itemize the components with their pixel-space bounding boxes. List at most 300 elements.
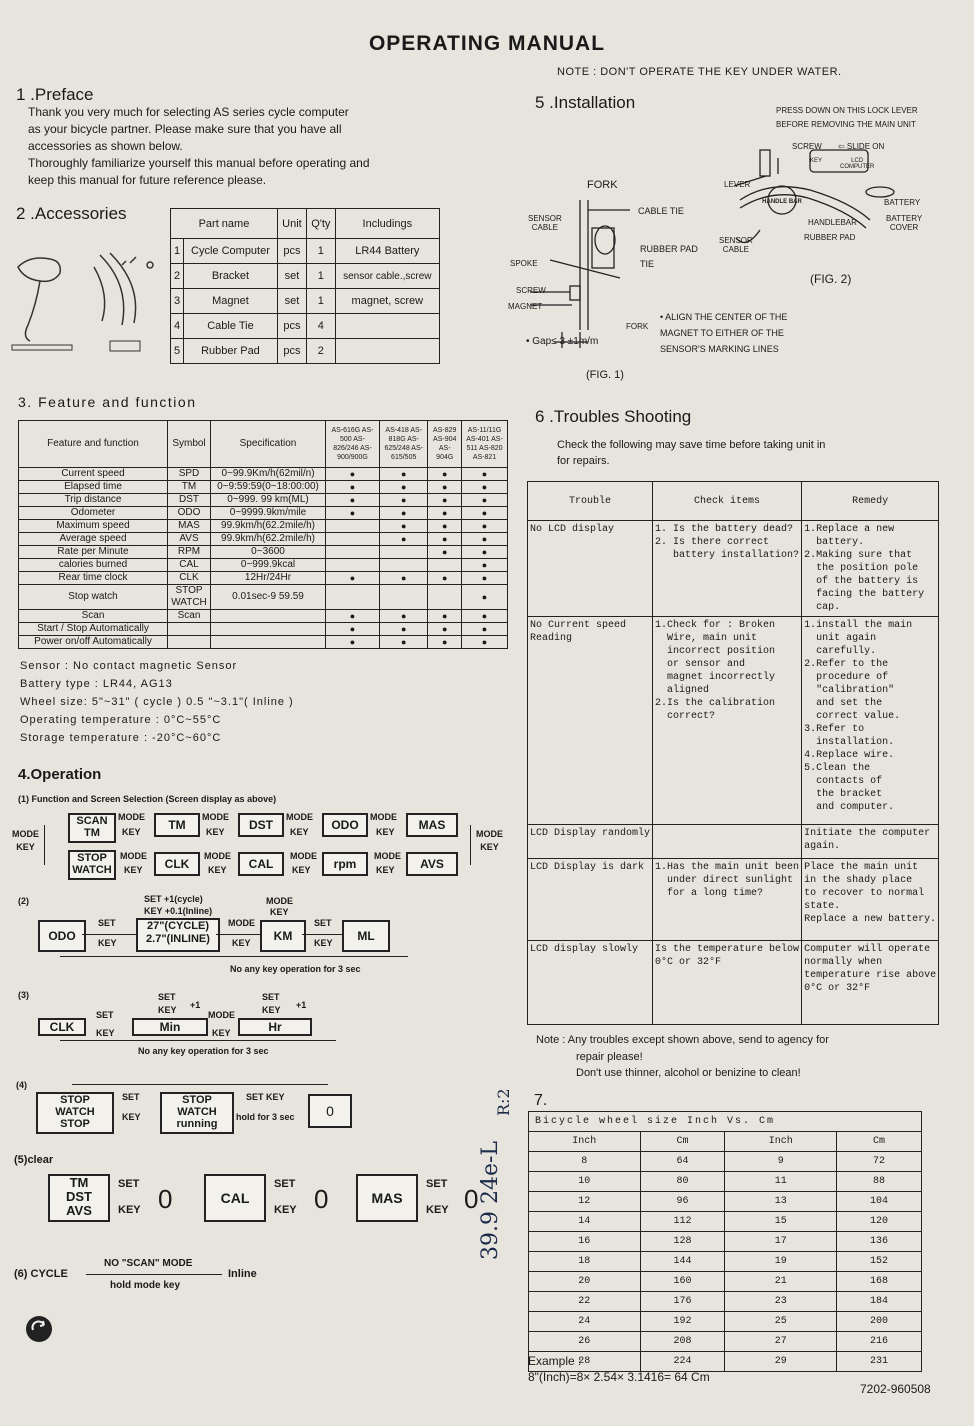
- wheel-cm: 200: [837, 1312, 922, 1332]
- mode-label: MODE: [374, 851, 401, 861]
- wheel-inch: 25: [725, 1312, 837, 1332]
- wheel-row: [529, 1272, 922, 1292]
- flow-box-min: Min: [132, 1018, 208, 1036]
- flow2-arrow: [216, 934, 260, 935]
- wheel-inch: 21: [725, 1272, 837, 1292]
- trb-check: 1. Is the battery dead? 2. Is there correct battery installation?: [653, 521, 802, 617]
- acc-inc: sensor cable.,screw: [335, 264, 439, 289]
- preface-heading: 1 .Preface: [16, 85, 94, 104]
- feature-spec: [211, 610, 326, 623]
- plus1-label: +1: [296, 1000, 307, 1010]
- feature-row: [19, 623, 508, 636]
- feature-symbol: MAS: [168, 520, 211, 533]
- clear-box-3: MAS: [356, 1174, 418, 1222]
- fig2-caption: (FIG. 2): [810, 272, 852, 286]
- feature-name: Elapsed time: [19, 481, 168, 494]
- acc-header-qty: Q'ty: [306, 209, 335, 239]
- mode-label: MODE: [286, 812, 313, 822]
- feature-dot: ●: [428, 481, 462, 494]
- troubles-heading: 6 .Troubles Shooting: [535, 407, 692, 426]
- wheel-inch: 14: [529, 1212, 641, 1232]
- trb-trouble: No Current speed Reading: [528, 617, 653, 825]
- feature-symbol: DST: [168, 494, 211, 507]
- wheel-inch: 15: [725, 1212, 837, 1232]
- acc-n: 2: [171, 264, 184, 289]
- page-title: OPERATING MANUAL: [368, 32, 606, 55]
- feature-dot: ●: [379, 481, 428, 494]
- feature-dot: ●: [462, 507, 508, 520]
- feature-dot: ●: [379, 636, 428, 649]
- feature-name: Maximum speed: [19, 520, 168, 533]
- feature-name: Rear time clock: [19, 572, 168, 585]
- wheel-cm: 168: [837, 1272, 922, 1292]
- trb-remedy: Initiate the computer again.: [802, 825, 939, 859]
- clear-zero: 0: [314, 1184, 329, 1214]
- wheel-row: [529, 1172, 922, 1192]
- wheel-cm: 96: [640, 1192, 725, 1212]
- no-key-3sec-b: No any key operation for 3 sec: [138, 1046, 269, 1056]
- trb-trouble: LCD Display is dark: [528, 859, 653, 941]
- wheel-inch: 24: [529, 1312, 641, 1332]
- feat-header-model: AS-11/11G AS-401 AS-511 AS-820 AS-821: [462, 421, 508, 468]
- flow-box-stopwatch: STOP WATCH: [68, 850, 116, 880]
- feature-dot: ●: [428, 636, 462, 649]
- wheel-cm: 128: [640, 1232, 725, 1252]
- flow1-left-line: [44, 825, 45, 865]
- clear-box-2: CAL: [204, 1174, 266, 1222]
- wheel-row: [529, 1352, 922, 1372]
- trb-trouble: LCD Display randomly: [528, 825, 653, 859]
- acc-unit: set: [277, 264, 306, 289]
- trb-remedy: Place the main unit in the shady place to recover to normal state. Replace a new battery.: [802, 859, 939, 941]
- fig1-fork2: FORK: [626, 322, 649, 331]
- feature-dot: ●: [428, 494, 462, 507]
- trb-remedy: 1.Replace a new battery. 2.Making sure that the position pole of the battery is facing the battery cap.: [802, 521, 939, 617]
- feature-row: [19, 559, 508, 572]
- key-label: KEY: [98, 938, 117, 948]
- acc-n: 5: [171, 339, 184, 364]
- wheel-row: [529, 1252, 922, 1272]
- flow-box-zero: 0: [308, 1094, 352, 1128]
- handwriting-note: 39.9 24e-L: [478, 1140, 503, 1260]
- fig1-rubber-pad: RUBBER PAD: [640, 244, 698, 254]
- key-label: KEY: [208, 865, 227, 875]
- flow1-right-line: [470, 825, 471, 865]
- key-label: KEY: [292, 865, 311, 875]
- trb-remedy: Computer will operate normally when temperature rise above 0°C or 32°F: [802, 941, 939, 1025]
- feature-row: [19, 636, 508, 649]
- flow2-return: [60, 956, 408, 957]
- flow-box-hr: Hr: [238, 1018, 312, 1036]
- feature-spec: 99.9km/h(62.2mile/h): [211, 533, 326, 546]
- feature-dot: ●: [379, 520, 428, 533]
- wheel-inch: 9: [725, 1152, 837, 1172]
- wheel-table: [528, 1111, 922, 1372]
- fig1-sensor-cable: SENSOR CABLE: [528, 214, 562, 232]
- fig1-align: • ALIGN THE CENTER OF THE MAGNET TO EITHER OF THE SENSOR'S MARKING LINES: [660, 312, 788, 354]
- trb-check: Is the temperature below 0°C or 32°F: [653, 941, 802, 1025]
- feature-row: [19, 533, 508, 546]
- feature-dot: [326, 546, 380, 559]
- troubles-table: [527, 481, 939, 1025]
- acc-unit: pcs: [277, 339, 306, 364]
- feature-symbol: CAL: [168, 559, 211, 572]
- mode-label: MODE: [266, 896, 293, 906]
- feature-dot: [428, 585, 462, 610]
- mode-label: MODE: [204, 851, 231, 861]
- feat-header-feature: Feature and function: [19, 421, 168, 468]
- feature-dot: ●: [462, 533, 508, 546]
- wheel-inch: 28: [529, 1352, 641, 1372]
- wheel-inch: 23: [725, 1292, 837, 1312]
- feat-header-model: AS-616G AS-500 AS-826/246 AS-900/900G: [326, 421, 380, 468]
- spec-line: Operating temperature : 0°C~55°C: [20, 714, 222, 726]
- wheel-cm: 80: [640, 1172, 725, 1192]
- feature-dot: [326, 533, 380, 546]
- feature-symbol: STOP WATCH: [168, 585, 211, 610]
- feature-dot: ●: [326, 636, 380, 649]
- mode-label: MODE: [208, 1010, 235, 1020]
- wheel-cm: 88: [837, 1172, 922, 1192]
- set-label: SET: [262, 992, 280, 1002]
- feature-row: [19, 468, 508, 481]
- acc-qty: 4: [306, 314, 335, 339]
- feature-dot: ●: [379, 533, 428, 546]
- preface-text: [28, 104, 468, 189]
- wheel-inch: 29: [725, 1352, 837, 1372]
- feature-dot: ●: [379, 623, 428, 636]
- wheel-inch: 11: [725, 1172, 837, 1192]
- feature-row: [19, 585, 508, 610]
- trb-header-trouble: Trouble: [528, 482, 653, 521]
- key-label: KEY: [274, 1204, 297, 1216]
- feature-spec: 0.01sec-9 59.59: [211, 585, 326, 610]
- wheel-row: [529, 1312, 922, 1332]
- flow-box-dst: DST: [238, 813, 284, 837]
- clear-box-1: TM DST AVS: [48, 1174, 110, 1222]
- feature-spec: 99.9km/h(62.2mile/h): [211, 520, 326, 533]
- wheel-inch: 8: [529, 1152, 641, 1172]
- acc-inc: magnet, screw: [335, 289, 439, 314]
- trb-header-remedy: Remedy: [802, 482, 939, 521]
- spec-line: Battery type : LR44, AG13: [20, 678, 173, 690]
- set-key-label: SET KEY: [246, 1092, 285, 1102]
- feature-symbol: TM: [168, 481, 211, 494]
- wheel-inch: 20: [529, 1272, 641, 1292]
- recycle-logo-icon: [24, 1314, 54, 1344]
- flow-box-cycle: 27"(CYCLE) 2.7"(INLINE): [136, 918, 220, 952]
- wheel-inch: 10: [529, 1172, 641, 1192]
- feature-name: Start / Stop Automatically: [19, 623, 168, 636]
- trb-row: [528, 617, 939, 825]
- acc-part: Bracket: [184, 264, 278, 289]
- flow-box-mas: MAS: [406, 813, 458, 837]
- key-label: KEY: [426, 1204, 449, 1216]
- key-label: KEY: [376, 865, 395, 875]
- wheel-cm: 72: [837, 1152, 922, 1172]
- key-label: KEY: [290, 827, 309, 837]
- preface-line: accessories as shown below.: [28, 139, 183, 153]
- spec-line: Wheel size: 5"~31" ( cycle ) 0.5 "~3.1"( Inline ): [20, 696, 294, 708]
- clear-heading: (5)clear: [14, 1154, 54, 1166]
- feature-dot: [428, 559, 462, 572]
- feature-name: Rate per Minute: [19, 546, 168, 559]
- feat-header-symbol: Symbol: [168, 421, 211, 468]
- wheel-cm: 160: [640, 1272, 725, 1292]
- feature-symbol: [168, 636, 211, 649]
- mode-label: MODE: [202, 812, 229, 822]
- feature-dot: ●: [326, 572, 380, 585]
- fig1-fork: FORK: [587, 179, 618, 191]
- fig1-tie: TIE: [640, 259, 655, 269]
- set-label: SET: [426, 1178, 448, 1190]
- clear-zero: 0: [158, 1184, 173, 1214]
- feature-table: [18, 420, 508, 649]
- wheel-cm: 112: [640, 1212, 725, 1232]
- wheel-cm: 144: [640, 1252, 725, 1272]
- feature-dot: [379, 585, 428, 610]
- acc-inc: [335, 339, 439, 364]
- troubles-note1: Note : Any troubles except shown above, send to agency for: [536, 1034, 829, 1046]
- key-label: KEY: [212, 1028, 231, 1038]
- installation-heading: 5 .Installation: [535, 93, 636, 112]
- flow-box-stopwatch-running: STOP WATCH running: [160, 1092, 234, 1134]
- wheel-cm: 64: [640, 1152, 725, 1172]
- feature-name: Trip distance: [19, 494, 168, 507]
- feature-dot: ●: [428, 468, 462, 481]
- fig2-lever: LEVER: [724, 180, 751, 189]
- flow-box-avs: AVS: [406, 852, 458, 876]
- preface-line: as your bicycle partner. Please make sure that you have all: [28, 122, 342, 136]
- svg-text:HANDLE BAR: HANDLE BAR: [762, 199, 802, 205]
- flow-box-clk: CLK: [154, 852, 200, 876]
- flow2-arrow: [82, 934, 136, 935]
- acc-part: Cycle Computer: [184, 239, 278, 264]
- fig2-key: KEY: [810, 158, 823, 164]
- feature-spec: 0~9:59:59(0~18:00:00): [211, 481, 326, 494]
- key-plus-label: KEY +0.1(Inline): [144, 906, 213, 916]
- feature-name: Current speed: [19, 468, 168, 481]
- wheel-cm: 136: [837, 1232, 922, 1252]
- hold-3sec: hold for 3 sec: [236, 1112, 295, 1122]
- feature-dot: ●: [462, 585, 508, 610]
- feature-dot: ●: [326, 481, 380, 494]
- mode-key-right: MODE KEY: [476, 829, 503, 852]
- acc-n: 3: [171, 289, 184, 314]
- acc-qty: 1: [306, 239, 335, 264]
- acc-part: Cable Tie: [184, 314, 278, 339]
- trb-trouble: LCD display slowly: [528, 941, 653, 1025]
- mode-label: MODE: [370, 812, 397, 822]
- key-label: KEY: [158, 1005, 177, 1015]
- feature-dot: ●: [379, 610, 428, 623]
- flow4-top-line: [72, 1084, 328, 1085]
- accessories-illustration: [10, 245, 170, 355]
- flow2-arrow: [302, 934, 342, 935]
- feature-dot: ●: [462, 636, 508, 649]
- flow-box-km: KM: [260, 920, 306, 952]
- feature-dot: ●: [462, 559, 508, 572]
- feature-name: Stop watch: [19, 585, 168, 610]
- feature-spec: 12Hr/24Hr: [211, 572, 326, 585]
- mode-label: MODE: [120, 851, 147, 861]
- wheel-row: [529, 1152, 922, 1172]
- acc-row: [171, 289, 440, 314]
- feature-dot: ●: [428, 623, 462, 636]
- feature-spec: 0~9999.9km/mile: [211, 507, 326, 520]
- op-sub3: (3): [18, 990, 29, 1000]
- feature-spec: 0~999. 99 km(ML): [211, 494, 326, 507]
- set-label: SET: [98, 918, 116, 928]
- trb-remedy: 1.install the main unit again carefully. 2.Refer to the procedure of "calibration" and set the correct value. 3.Refer to installation. 4.Replace wire. 5.Clean the contacts of the bracket and computer.: [802, 617, 939, 825]
- feature-dot: [326, 585, 380, 610]
- wheel-cm: 192: [640, 1312, 725, 1332]
- op-sub1: (1) Function and Screen Selection (Screen display as above): [18, 794, 277, 804]
- trb-check: 1.Has the main unit been under direct sunlight for a long time?: [653, 859, 802, 941]
- fig2-sensor-cable: SENSOR CABLE: [719, 236, 753, 254]
- flow-box-odo: ODO: [322, 813, 368, 837]
- feature-name: calories burned: [19, 559, 168, 572]
- flow-box-cal: CAL: [238, 852, 284, 876]
- feature-spec: [211, 636, 326, 649]
- mode-key-left: MODE KEY: [12, 829, 39, 852]
- feature-dot: ●: [462, 623, 508, 636]
- wheel-inch: 22: [529, 1292, 641, 1312]
- flow-box-rpm: rpm: [322, 852, 368, 876]
- acc-row: [171, 314, 440, 339]
- feature-symbol: CLK: [168, 572, 211, 585]
- wheel-inch: 18: [529, 1252, 641, 1272]
- feat-header-model: AS-829 AS-904 AS-904G: [428, 421, 462, 468]
- spec-line: Storage temperature : -20°C~60°C: [20, 732, 222, 744]
- wheel-header: Cm: [640, 1132, 725, 1152]
- flow-box-clk2: CLK: [38, 1018, 86, 1036]
- wheel-row: [529, 1212, 922, 1232]
- key-label: KEY: [122, 1112, 141, 1122]
- wheel-inch: 26: [529, 1332, 641, 1352]
- accessories-heading: 2 .Accessories: [16, 204, 127, 223]
- wheel-title: Bicycle wheel size Inch Vs. Cm: [529, 1112, 922, 1132]
- acc-unit: pcs: [277, 239, 306, 264]
- wheel-row: [529, 1232, 922, 1252]
- wheel-row: [529, 1332, 922, 1352]
- op-sub6: (6) CYCLE: [14, 1268, 68, 1280]
- wheel-cm: 208: [640, 1332, 725, 1352]
- feature-dot: [379, 546, 428, 559]
- feature-symbol: RPM: [168, 546, 211, 559]
- feature-dot: ●: [326, 507, 380, 520]
- acc-part: Magnet: [184, 289, 278, 314]
- key-label: KEY: [376, 827, 395, 837]
- wheel-row: [529, 1292, 922, 1312]
- fig2-slide: ⇦ SLIDE ON: [838, 142, 885, 151]
- key-label: KEY: [232, 938, 251, 948]
- trb-row: [528, 859, 939, 941]
- wheel-header: Cm: [837, 1132, 922, 1152]
- fig1-cable-tie: CABLE TIE: [638, 206, 684, 216]
- troubles-note3: Don't use thinner, alcohol or benizine to clean!: [576, 1067, 801, 1079]
- acc-n: 1: [171, 239, 184, 264]
- flow-box-ml: ML: [342, 920, 390, 952]
- key-label: KEY: [262, 1005, 281, 1015]
- feature-dot: ●: [462, 468, 508, 481]
- fig2-press: PRESS DOWN ON THIS LOCK LEVER BEFORE REMOVING THE MAIN UNIT: [776, 106, 918, 129]
- wheel-inch: 27: [725, 1332, 837, 1352]
- fig1-spoke: SPOKE: [510, 259, 538, 268]
- set-label: SET: [314, 918, 332, 928]
- key-label: KEY: [270, 907, 289, 917]
- feature-name: Scan: [19, 610, 168, 623]
- acc-row: [171, 264, 440, 289]
- fig2-battery: BATTERY: [884, 198, 921, 207]
- hold-mode-key: hold mode key: [110, 1280, 181, 1291]
- troubles-note2: repair please!: [576, 1051, 643, 1063]
- trb-header-check: Check items: [653, 482, 802, 521]
- feature-row: [19, 572, 508, 585]
- acc-row: [171, 239, 440, 264]
- feature-dot: ●: [428, 546, 462, 559]
- feature-dot: ●: [428, 610, 462, 623]
- set-label: SET: [158, 992, 176, 1002]
- fig1-screw: SCREW: [516, 286, 546, 295]
- feature-dot: ●: [379, 468, 428, 481]
- feature-dot: [326, 520, 380, 533]
- example-label: Example :: [528, 1354, 582, 1368]
- key-label: KEY: [118, 1204, 141, 1216]
- feature-row: [19, 610, 508, 623]
- trb-row: [528, 825, 939, 859]
- mode-label: MODE: [290, 851, 317, 861]
- trb-row: [528, 521, 939, 617]
- fig2-battery-cover: BATTERY COVER: [886, 214, 923, 232]
- wheel-cm: 231: [837, 1352, 922, 1372]
- feature-dot: ●: [326, 494, 380, 507]
- fig2-handlebar: HANDLEBAR: [808, 218, 857, 227]
- acc-qty: 1: [306, 289, 335, 314]
- feature-row: [19, 546, 508, 559]
- preface-line: keep this manual for future reference please.: [28, 173, 267, 187]
- spec-line: Sensor : No contact magnetic Sensor: [20, 660, 238, 672]
- wheel-cm: 120: [837, 1212, 922, 1232]
- mode-label: MODE: [118, 812, 145, 822]
- feature-dot: ●: [462, 481, 508, 494]
- acc-inc: [335, 314, 439, 339]
- set-label: SET: [118, 1178, 140, 1190]
- feature-name: Odometer: [19, 507, 168, 520]
- flow-box-odo2: ODO: [38, 920, 86, 952]
- mode-label: MODE: [228, 918, 255, 928]
- feature-dot: ●: [326, 623, 380, 636]
- wheel-inch: 17: [725, 1232, 837, 1252]
- feature-dot: ●: [462, 572, 508, 585]
- key-label: KEY: [124, 865, 143, 875]
- acc-n: 4: [171, 314, 184, 339]
- wheel-cm: 152: [837, 1252, 922, 1272]
- feat-header-spec: Specification: [211, 421, 326, 468]
- acc-unit: pcs: [277, 314, 306, 339]
- feature-heading: 3. Feature and function: [18, 394, 197, 410]
- flow-box-scan-tm: SCAN TM: [68, 813, 116, 843]
- preface-line: Thoroughly familiarize yourself this manual before operating and: [28, 156, 370, 170]
- acc-row: [171, 339, 440, 364]
- key-label: KEY: [122, 827, 141, 837]
- feature-dot: ●: [428, 520, 462, 533]
- acc-header-part: Part name: [171, 209, 278, 239]
- wheel-inch: 19: [725, 1252, 837, 1272]
- trb-row: [528, 941, 939, 1025]
- wheel-heading: 7.: [534, 1092, 548, 1109]
- wheel-cm: 176: [640, 1292, 725, 1312]
